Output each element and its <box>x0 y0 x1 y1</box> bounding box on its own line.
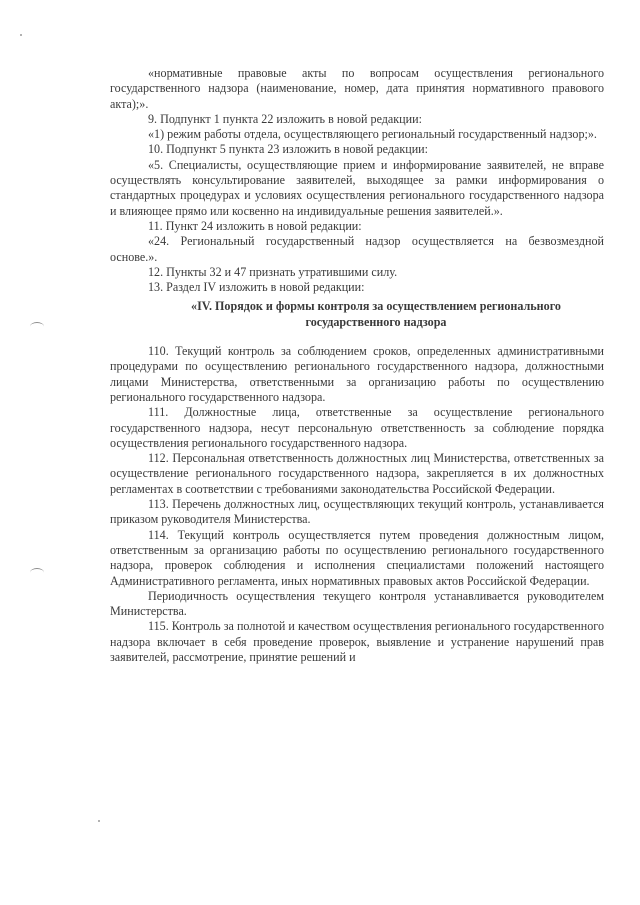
paragraph: 13. Раздел IV изложить в новой редакции: <box>148 280 365 295</box>
paragraph: «5. Специалисты, осуществляющие прием и информирование заявителей, не вправе осуществлять консультирование заявителей, выходящее за рамки информирования о стандартных процедурах и условиях осуществления регионального государственного надзора и влияющее прямо или косвенно на индивидуальные решения заявителей.». <box>110 157 604 218</box>
paragraph: 10. Подпункт 5 пункта 23 изложить в новой редакции: <box>148 142 428 157</box>
scan-speck <box>20 34 22 36</box>
margin-mark-bottom <box>30 568 44 577</box>
paragraph: 113. Перечень должностных лиц, осуществляющих текущий контроль, устанавливается приказом руководителя Министерства. <box>110 497 604 527</box>
section-heading: «IV. Порядок и формы контроля за осуществлением регионального государственного надзора <box>191 299 561 329</box>
paragraph: «нормативные правовые акты по вопросам осуществления регионального государственного надзора (наименование, номер, дата принятия нормативного правового акта);». <box>110 66 604 111</box>
paragraph: «24. Региональный государственный надзор осуществляется на безвозмездной основе.». <box>110 234 604 264</box>
margin-mark-top <box>30 322 44 331</box>
paragraph: Периодичность осуществления текущего контроля устанавливается руководителем Министерства. <box>110 588 604 619</box>
paragraph: 12. Пункты 32 и 47 признать утратившими силу. <box>148 264 398 279</box>
scan-speck <box>98 820 100 822</box>
paragraph: 112. Персональная ответственность должностных лиц Министерства, ответственных за осуществление регионального государственного надзора, закрепляется в их должностных регламентах в соответствии с требованиями законодательства Российской Федерации. <box>110 451 604 496</box>
paragraph: 110. Текущий контроль за соблюдением сроков, определенных административными процедурами по осуществлению регионального государственного надзора, должностными лицами Министерства, ответственными за организацию работы по осуществлению регионального государственного надзора. <box>110 344 604 404</box>
paragraph: 9. Подпункт 1 пункта 22 изложить в новой редакции: <box>148 111 422 126</box>
paragraph: 111. Должностные лица, ответственные за осуществление регионального государственного надзора, несут персональную ответственность за соблюдение порядка осуществления регионального государственного надзора. <box>110 405 604 450</box>
paragraph: 115. Контроль за полнотой и качеством осуществления регионального государственного надзора включает в себя проведение проверок, выявление и устранение нарушений прав заявителей, рассмотрение, принятие решений и <box>110 619 604 664</box>
document-page <box>110 66 604 665</box>
paragraph: «1) режим работы отдела, осуществляющего региональный государственный надзор;». <box>148 127 597 142</box>
paragraph: 11. Пункт 24 изложить в новой редакции: <box>148 218 362 233</box>
paragraph: 114. Текущий контроль осуществляется путем проведения должностным лицом, ответственным за организацию работы по осуществлению регионального государственного надзора, проверок соблюдения и исполнения специалистами положений настоящего Административного регламента, иных нормативных правовых актов Российской Федерации. <box>110 527 604 588</box>
